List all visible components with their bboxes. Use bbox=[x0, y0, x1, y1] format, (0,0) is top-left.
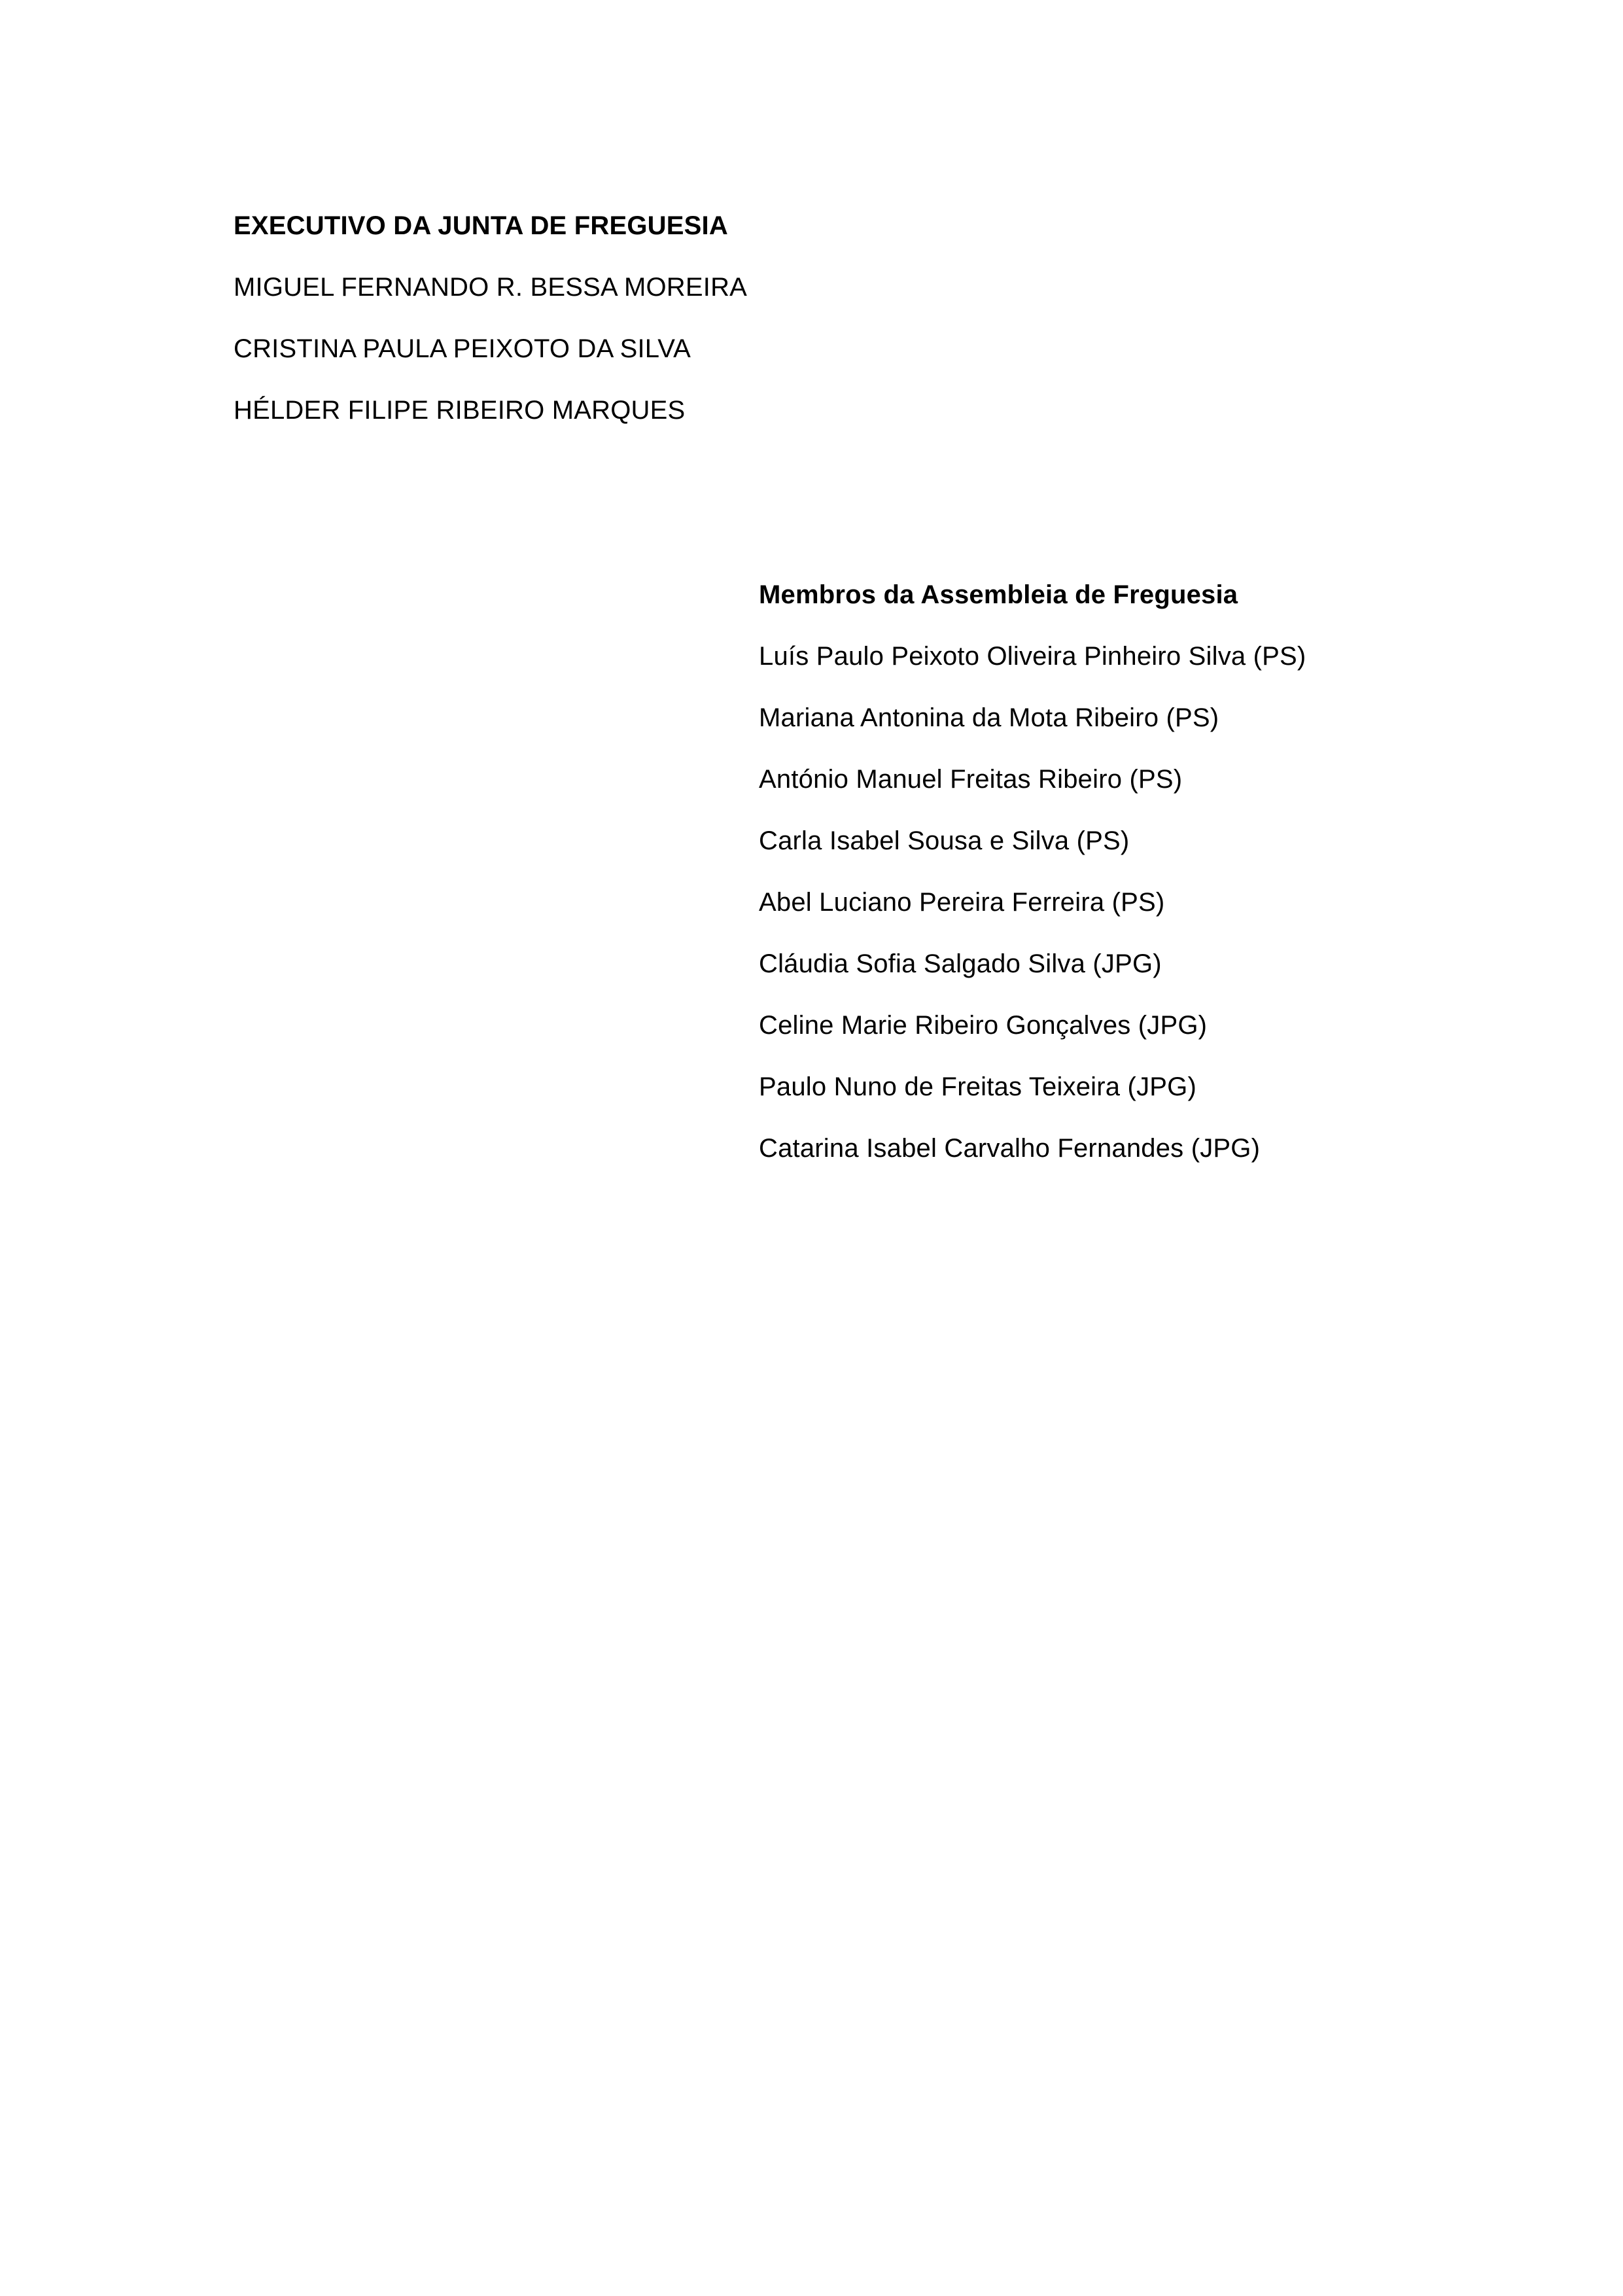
assembly-member: Mariana Antonina da Mota Ribeiro (PS) bbox=[759, 703, 1219, 732]
executive-member: HÉLDER FILIPE RIBEIRO MARQUES bbox=[234, 396, 686, 425]
executive-member: CRISTINA PAULA PEIXOTO DA SILVA bbox=[234, 334, 691, 363]
assembly-member: Carla Isabel Sousa e Silva (PS) bbox=[759, 826, 1130, 855]
assembly-member: Catarina Isabel Carvalho Fernandes (JPG) bbox=[759, 1134, 1261, 1163]
executive-section bbox=[234, 195, 888, 441]
assembly-heading: Membros da Assembleia de Freguesia bbox=[759, 580, 1238, 609]
assembly-member: Abel Luciano Pereira Ferreira (PS) bbox=[759, 888, 1165, 917]
assembly-member: Paulo Nuno de Freitas Teixeira (JPG) bbox=[759, 1072, 1196, 1101]
assembly-member-list bbox=[759, 626, 1544, 1179]
assembly-member: António Manuel Freitas Ribeiro (PS) bbox=[759, 765, 1183, 794]
executive-member: MIGUEL FERNANDO R. BESSA MOREIRA bbox=[234, 273, 748, 302]
assembly-member: Cláudia Sofia Salgado Silva (JPG) bbox=[759, 949, 1162, 978]
executive-member-list bbox=[234, 256, 888, 441]
assembly-section bbox=[759, 564, 1544, 1179]
executive-heading: EXECUTIVO DA JUNTA DE FREGUESIA bbox=[234, 211, 728, 240]
assembly-member: Luís Paulo Peixoto Oliveira Pinheiro Silva (PS) bbox=[759, 642, 1306, 671]
assembly-member: Celine Marie Ribeiro Gonçalves (JPG) bbox=[759, 1011, 1208, 1040]
